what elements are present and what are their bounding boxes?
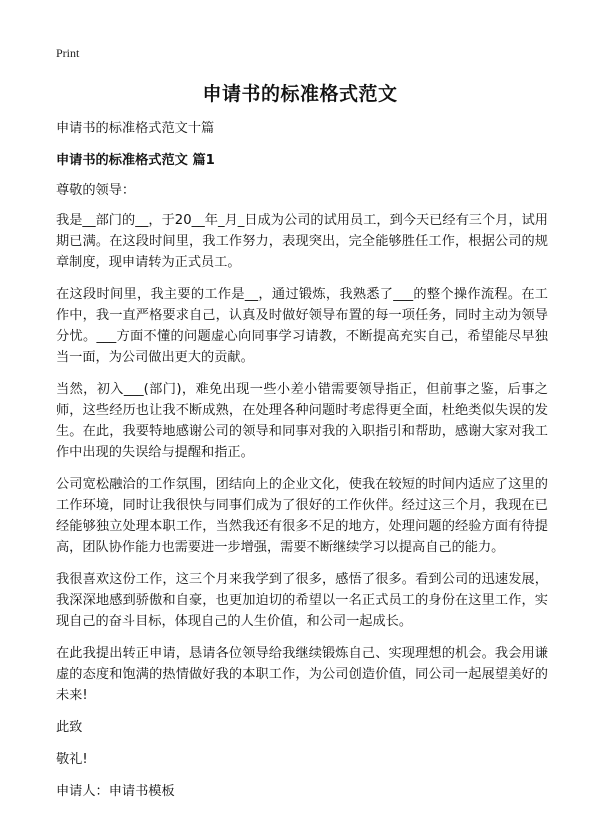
signature-line: 申请人：申请书模板 bbox=[56, 784, 175, 799]
letter-greeting: 尊敬的领导： bbox=[56, 183, 136, 198]
document-body bbox=[56, 118, 548, 813]
print-link[interactable]: Print bbox=[56, 46, 80, 60]
body-paragraph: 我很喜欢这份工作，这三个月来我学到了很多，感悟了很多。看到公司的迅速发展，我深深地感到骄傲和自豪，也更加迫切的希望以一名正式员工的身份在这里工作，实现自己的奋斗目标，体现自己的人生价值，和公司一起成长。 bbox=[56, 572, 548, 629]
body-paragraph: 在这段时间里，我主要的工作是__，通过锻炼，我熟悉了___的整个操作流程。在工作中，我一直严格要求自己，认真及时做好领导布置的每一项任务，同时主动为领导分忧。___方面不懂的问题虚心向同事学习请教，不断提高充实自己，希望能尽早独当一面，为公司做出更大的贡献。 bbox=[56, 287, 548, 365]
closing-regards: 敬礼! bbox=[56, 752, 88, 767]
body-paragraph: 公司宽松融洽的工作氛围，团结向上的企业文化，使我在较短的时间内适应了这里的工作环境，同时让我很快与同事们成为了很好的工作伙伴。经过这三个月，我现在已经能够独立处理本职工作，当然我还有很多不足的地方，处理问题的经验方面有待提高，团队协作能力也需要进一步增强，需要不断继续学习以提高自己的能力。 bbox=[56, 477, 548, 555]
body-paragraph: 在此我提出转正申请，恳请各位领导给我继续锻炼自己、实现理想的机会。我会用谦虚的态度和饱满的热情做好我的本职工作，为公司创造价值，同公司一起展望美好的未来! bbox=[56, 646, 548, 703]
body-paragraph: 当然，初入___(部门)，难免出现一些小差小错需要领导指正，但前事之鉴，后事之师，这些经历也让我不断成熟，在处理各种问题时考虑得更全面，杜绝类似失误的发生。在此，我要特地感谢公司的领导和同事对我的入职指引和帮助，感谢大家对我工作中出现的失误给与提醒和指正。 bbox=[56, 382, 548, 460]
document-subtitle: 申请书的标准格式范文十篇 bbox=[56, 121, 215, 136]
closing-salutation: 此致 bbox=[56, 720, 83, 735]
page-title: 申请书的标准格式范文 bbox=[202, 83, 398, 105]
body-paragraph: 我是__部门的__，于20__年_月_日成为公司的试用员工，到今天已经有三个月，试用期已满。在这段时间里，我工作努力，表现突出，完全能够胜任工作，根据公司的规章制度，现申请转为正式员工。 bbox=[56, 213, 548, 270]
section-heading: 申请书的标准格式范文 篇1 bbox=[56, 153, 215, 168]
